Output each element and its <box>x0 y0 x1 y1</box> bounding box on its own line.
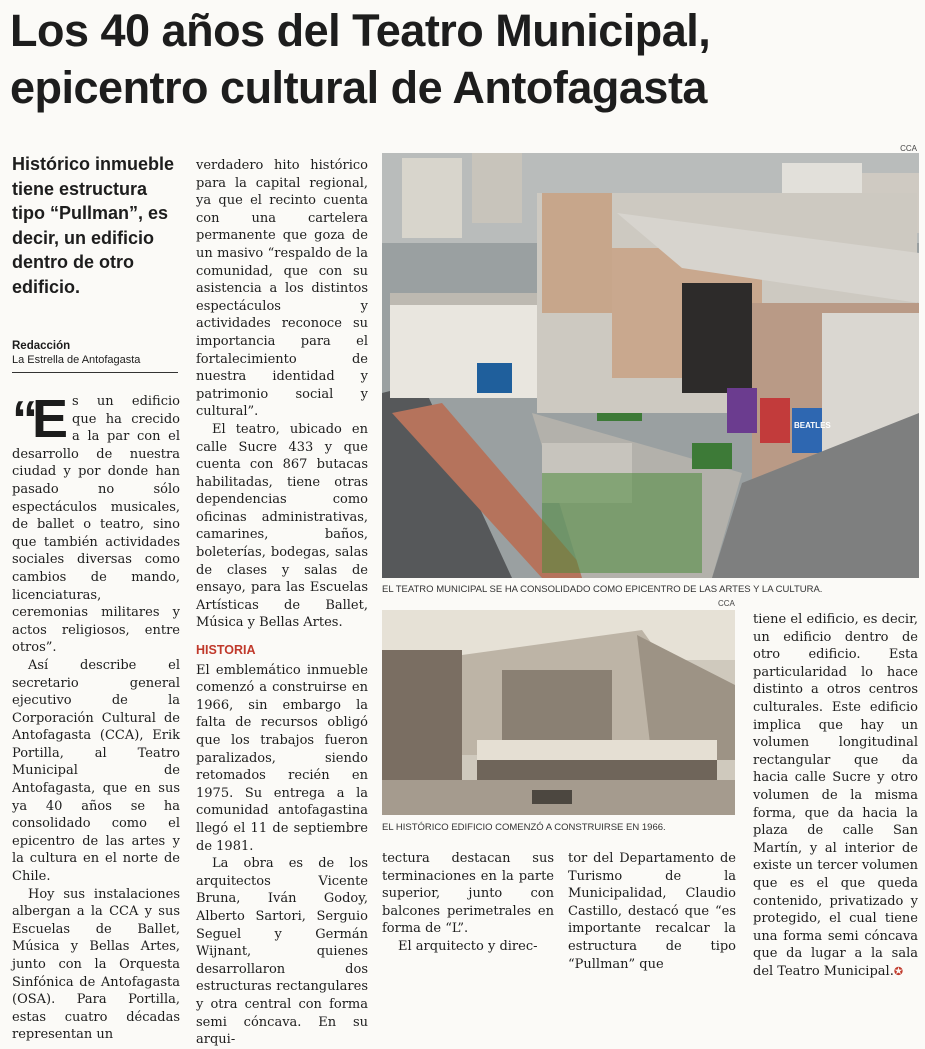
opening-quote-mark: “ <box>12 391 32 449</box>
byline-divider <box>12 372 178 373</box>
top-photo-caption: EL TEATRO MUNICIPAL SE HA CONSOLIDADO COMO EPICENTRO DE LAS ARTES Y LA CULTURA. <box>382 584 823 595</box>
lead-paragraph-text: s un edificio que ha crecido a la par con el desarrollo de nuestra ciudad y por donde han pasado no sólo espectáculos musicales, de ballet o teatro, sino que también actividades sociales diversas como cambios de mando, licenciaturas, ceremonias militares y actos religiosos, entre otros”. <box>12 394 180 656</box>
paragraph-text: tiene el edificio, es decir, un edificio dentro de otro edificio. Esta particularidad lo hace distinto a otros centros culturales. Este edificio implica que hay un volumen longitudinal rectangular que da hacia calle Sucre y otro volumen de la misma forma, que da hacia la plaza de calle San Martín, y al interior de existe un tercer volumen que es el que queda contenido, privatizado y protegido, el cual tiene una forma semi cóncava que da lugar a la sala del Teatro Municipal. <box>753 612 918 979</box>
paragraph: El emblemático inmueble comenzó a construirse en 1966, sin embargo la falta de recursos obligó que los trabajos fueron paralizados, siendo retomados recién en 1975. Su entrega a la comunidad antofagastina llegó el 11 de septiembre de 1981. <box>196 662 368 854</box>
dropcap-letter: E <box>32 389 69 449</box>
kicker: Histórico inmueble tiene estructura tipo “Pullman”, es decir, un edificio dentro de otro edificio. <box>12 154 175 297</box>
article-column-bottom-1 <box>382 850 554 956</box>
byline <box>12 339 182 367</box>
byline-author: Redacción <box>12 340 71 352</box>
dropcap <box>12 389 69 449</box>
bottom-photo-historic-building <box>382 610 735 815</box>
paragraph: verdadero hito histórico para la capital regional, ya que el recinto cuenta con una cartelera permanente que goza de un masivo “respaldo de la comunidad, que con su asistencia a los distintos espectáculos y actividades reconoce su importancia para el fortalecimiento de nuestra identidad y patrimonio social y cultural”. <box>196 158 368 420</box>
bottom-photo-caption: EL HISTÓRICO EDIFICIO COMENZÓ A CONSTRUIRSE EN 1966. <box>382 822 666 833</box>
article-column-2 <box>196 157 368 1049</box>
paragraph: La obra es de los arquitectos Vicente Bruna, Iván Godoy, Alberto Sartori, Serguio Seguel y Germán Wijnant, quienes desarrollaron dos estructuras rectangulares y otra central con forma semi cóncava. En su arqui- <box>196 856 368 1048</box>
bottom-photo-credit: CCA <box>718 599 735 608</box>
byline-outlet: La Estrella de Antofagasta <box>12 354 141 366</box>
beatles-sign-text: BEATLES <box>794 421 831 430</box>
article-column-3 <box>753 611 918 980</box>
paragraph: Hoy sus instalaciones albergan a la CCA y sus Escuelas de Ballet, Música y Bellas Artes, junto con la Orquesta Sinfónica de Antofagasta (OSA). Para Portilla, estas cuatro décadas representan un <box>12 886 180 1043</box>
lead-paragraph <box>12 389 180 657</box>
headline <box>10 2 920 116</box>
article-column-bottom-2 <box>568 850 736 973</box>
section-heading-historia: HISTORIA <box>196 643 256 658</box>
paragraph: El arquitecto y direc- <box>398 938 538 954</box>
paragraph: tectura destacan sus terminaciones en la parte superior, junto con balcones perimetrales en forma de “L”. <box>382 851 554 937</box>
paragraph: Así describe el secretario general ejecutivo de la Corporación Cultural de Antofagasta (CCA), Erik Portilla, al Teatro Municipal de Antofagasta, que en sus ya 40 años se ha consolidado como el epicentro de las artes y la cultura en el norte de Chile. <box>12 657 180 885</box>
headline-line-2: epicentro cultural de Antofagasta <box>10 62 707 113</box>
top-photo-aerial-theatre <box>382 153 919 578</box>
aerial-theatre-illustration <box>382 153 919 578</box>
historic-building-illustration <box>382 610 735 815</box>
paragraph: tor del Departamento de Turismo de la Municipalidad, Claudio Castillo, destacó que “es importante recalcar la estructura de tipo “Pullman” que <box>568 851 736 972</box>
end-mark-icon: ✪ <box>893 964 904 978</box>
paragraph <box>753 611 918 980</box>
article-column-1 <box>12 389 180 1044</box>
headline-line-1: Los 40 años del Teatro Municipal, <box>10 5 711 56</box>
paragraph: El teatro, ubicado en calle Sucre 433 y que cuenta con 867 butacas habilitadas, tiene otras dependencias como oficinas administrativas, camarines, baños, boleterías, bodegas, salas de clases y salas de ensayo, para las Escuelas Artísticas de Ballet, Música y Bellas Artes. <box>196 421 368 631</box>
top-photo-credit: CCA <box>900 144 917 153</box>
